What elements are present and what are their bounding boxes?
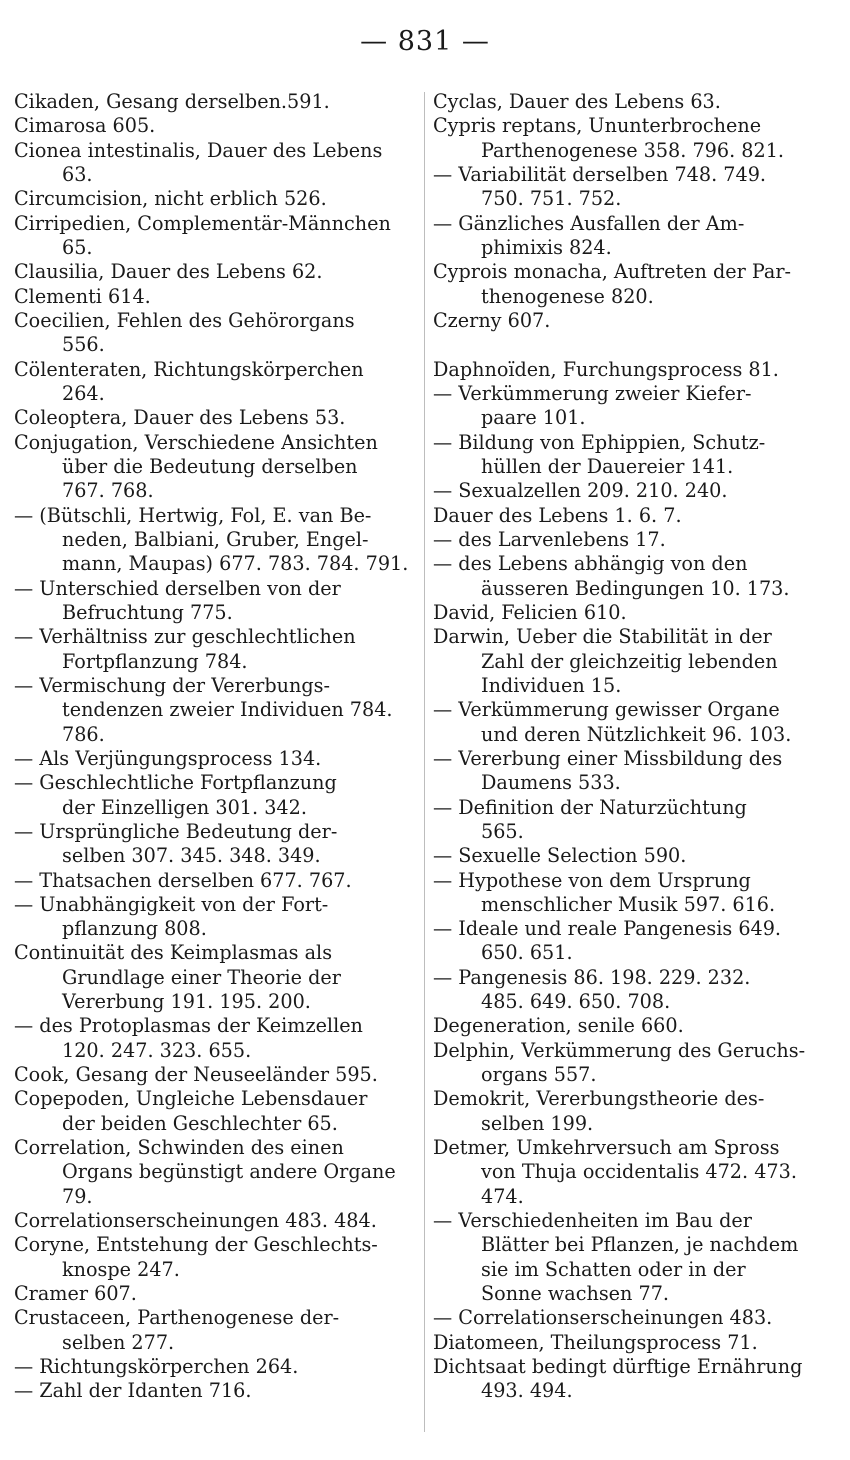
- index-entry-continuation: neden, Balbiani, Gruber, Engel-: [62, 527, 369, 551]
- index-entry-line: Coecilien, Fehlen des Gehörorgans: [14, 308, 355, 332]
- index-entry-line: — Geschlechtliche Fortpflanzung: [14, 771, 337, 795]
- index-entry-continuation: 493. 494.: [481, 1379, 573, 1403]
- index-entry-line: — Sexualzellen 209. 210. 240.: [433, 479, 728, 503]
- index-entry-continuation: Grundlage einer Theorie der: [62, 965, 341, 989]
- index-entry-line: Crustaceen, Parthenogenese der-: [14, 1306, 340, 1330]
- index-entry-line: — Bildung von Ephippien, Schutz-: [433, 430, 766, 454]
- index-entry-line: Demokrit, Vererbungstheorie des-: [433, 1087, 765, 1111]
- index-entry-continuation: Befruchtung 775.: [62, 600, 233, 624]
- index-entry-line: Delphin, Verkümmerung des Geruchs-: [433, 1038, 806, 1062]
- column-divider: [424, 92, 425, 1432]
- index-entry-continuation: 650. 651.: [481, 941, 573, 965]
- index-entry-line: Degeneration, senile 660.: [433, 1014, 684, 1038]
- index-entry-continuation: 786.: [62, 722, 105, 746]
- index-entry-line: Cyprois monacha, Auftreten der Par-: [433, 260, 792, 284]
- index-entry-continuation: hüllen der Dauereier 141.: [481, 454, 734, 478]
- index-entry-continuation: pflanzung 808.: [62, 917, 207, 941]
- index-entry-continuation: knospe 247.: [62, 1257, 180, 1281]
- index-entry-continuation: 474.: [481, 1184, 524, 1208]
- index-entry-line: — Hypothese von dem Ursprung: [433, 868, 751, 892]
- index-entry-line: — Verhältniss zur geschlechtlichen: [14, 625, 356, 649]
- index-entry-line: David, Felicien 610.: [433, 600, 627, 624]
- index-entry-continuation: Sonne wachsen 77.: [481, 1282, 670, 1306]
- index-entry-line: Cook, Gesang der Neuseeländer 595.: [14, 1063, 378, 1087]
- index-entry-line: Czerny 607.: [433, 308, 551, 332]
- index-entry-continuation: Fortpflanzung 784.: [62, 649, 248, 673]
- index-entry-line: — Verkümmerung gewisser Organe: [433, 698, 780, 722]
- index-entry-line: — (Bütschli, Hertwig, Fol, E. van Be-: [14, 503, 372, 527]
- index-column-left: [14, 90, 414, 1404]
- index-entry-continuation: sie im Schatten oder in der: [481, 1257, 746, 1281]
- index-entry-continuation: selben 199.: [481, 1111, 594, 1135]
- index-entry-line: — Unabhängigkeit von der Fort-: [14, 892, 329, 916]
- index-entry-continuation: der Einzelligen 301. 342.: [62, 795, 307, 819]
- index-entry-line: Clementi 614.: [14, 284, 151, 308]
- index-entry-line: Cikaden, Gesang derselben.591.: [14, 90, 330, 113]
- index-entry-line: Cyclas, Dauer des Lebens 63.: [433, 90, 721, 113]
- index-entry-line: — Verschiedenheiten im Bau der: [433, 1209, 752, 1233]
- index-entry-line: Continuität des Keimplasmas als: [14, 941, 333, 965]
- index-entry-continuation: 63.: [62, 162, 93, 186]
- index-entry-continuation: und deren Nützlichkeit 96. 103.: [481, 722, 792, 746]
- index-entry-line: — des Protoplasmas der Keimzellen: [14, 1014, 363, 1038]
- index-entry-continuation: 79.: [62, 1184, 93, 1208]
- index-entry-line: — Gänzliches Ausfallen der Am-: [433, 211, 745, 235]
- index-entry-continuation: 556.: [62, 333, 105, 357]
- index-entry-line: Coryne, Entstehung der Geschlechts-: [14, 1233, 378, 1257]
- index-entry-line: Cirripedien, Complementär-Männchen: [14, 211, 391, 235]
- index-entry-line: Detmer, Umkehrversuch am Spross: [433, 1136, 780, 1160]
- index-entry-continuation: Vererbung 191. 195. 200.: [62, 990, 311, 1014]
- index-entry-line: — Unterschied derselben von der: [14, 576, 341, 600]
- index-entry-line: — Sexuelle Selection 590.: [433, 844, 687, 868]
- index-entry-continuation: der beiden Geschlechter 65.: [62, 1111, 338, 1135]
- index-entry-line: — Thatsachen derselben 677. 767.: [14, 868, 352, 892]
- index-entry-line: Circumcision, nicht erblich 526.: [14, 187, 327, 211]
- index-entry-continuation: 485. 649. 650. 708.: [481, 990, 671, 1014]
- index-entry-line: Cölenteraten, Richtungskörperchen: [14, 357, 364, 381]
- index-entry-line: Correlation, Schwinden des einen: [14, 1136, 344, 1160]
- index-entry-line: Conjugation, Verschiedene Ansichten: [14, 430, 378, 454]
- index-entry-line: — Definition der Naturzüchtung: [433, 795, 747, 819]
- index-entry-continuation: organs 557.: [481, 1063, 597, 1087]
- index-entry-line: — Verkümmerung zweier Kiefer-: [433, 381, 752, 405]
- index-entry-line: Cypris reptans, Ununterbrochene: [433, 114, 762, 138]
- index-entry-continuation: 750. 751. 752.: [481, 187, 622, 211]
- index-column-right: [433, 90, 833, 1404]
- index-entry-line: Dichtsaat bedingt dürftige Ernährung: [433, 1355, 803, 1379]
- index-entry-line: — Vererbung einer Missbildung des: [433, 746, 783, 770]
- index-entry-line: Cionea intestinalis, Dauer des Lebens: [14, 138, 383, 162]
- index-entry-continuation: phimixis 824.: [481, 235, 612, 259]
- index-entry-line: — Ursprüngliche Bedeutung der-: [14, 819, 338, 843]
- index-entry-line: — Ideale und reale Pangenesis 649.: [433, 917, 782, 941]
- index-entry-continuation: Organs begünstigt andere Organe: [62, 1160, 396, 1184]
- index-entry-continuation: paare 101.: [481, 406, 586, 430]
- index-entry-line: — des Lebens abhängig von den: [433, 552, 748, 576]
- index-entry-line: — Zahl der Idanten 716.: [14, 1379, 252, 1403]
- index-entry-line: — Richtungskörperchen 264.: [14, 1355, 299, 1379]
- index-entry-continuation: äusseren Bedingungen 10. 173.: [481, 576, 790, 600]
- index-entry-continuation: tendenzen zweier Individuen 784.: [62, 698, 393, 722]
- index-entry-line: Cimarosa 605.: [14, 114, 156, 138]
- index-entry-line: Copepoden, Ungleiche Lebensdauer: [14, 1087, 368, 1111]
- index-entry-line: — Correlationserscheinungen 483.: [433, 1306, 773, 1330]
- index-entry-line: Darwin, Ueber die Stabilität in der: [433, 625, 772, 649]
- index-entry-continuation: Individuen 15.: [481, 673, 622, 697]
- index-entry-line: — Pangenesis 86. 198. 229. 232.: [433, 965, 751, 989]
- index-entry-line: Diatomeen, Theilungsprocess 71.: [433, 1330, 758, 1354]
- page-number: — 831 —: [360, 26, 490, 57]
- index-entry-continuation: 565.: [481, 819, 524, 843]
- index-entry-continuation: Daumens 533.: [481, 771, 621, 795]
- index-entry-line: Coleoptera, Dauer des Lebens 53.: [14, 406, 346, 430]
- index-entry-line: [433, 333, 833, 357]
- index-entry-line: Cramer 607.: [14, 1282, 137, 1306]
- index-entry-continuation: 767. 768.: [62, 479, 154, 503]
- index-entry-line: Daphnoïden, Furchungsprocess 81.: [433, 357, 779, 381]
- index-entry-continuation: über die Bedeutung derselben: [62, 454, 358, 478]
- index-entry-line: — Vermischung der Vererbungs-: [14, 673, 330, 697]
- index-entry-continuation: 65.: [62, 235, 93, 259]
- index-entry-continuation: Zahl der gleichzeitig lebenden: [481, 649, 778, 673]
- index-entry-line: Correlationserscheinungen 483. 484.: [14, 1209, 377, 1233]
- index-entry-line: — Als Verjüngungsprocess 134.: [14, 746, 322, 770]
- index-entry-continuation: Parthenogenese 358. 796. 821.: [481, 138, 785, 162]
- index-entry-continuation: thenogenese 820.: [481, 284, 654, 308]
- index-entry-continuation: selben 307. 345. 348. 349.: [62, 844, 321, 868]
- index-entry-continuation: Blätter bei Pflanzen, je nachdem: [481, 1233, 799, 1257]
- index-entry-line: Clausilia, Dauer des Lebens 62.: [14, 260, 323, 284]
- index-entry-continuation: 120. 247. 323. 655.: [62, 1038, 252, 1062]
- index-entry-continuation: 264.: [62, 381, 105, 405]
- index-entry-continuation: von Thuja occidentalis 472. 473.: [481, 1160, 797, 1184]
- index-entry-continuation: mann, Maupas) 677. 783. 784. 791.: [62, 552, 409, 576]
- index-entry-line: — Variabilität derselben 748. 749.: [433, 162, 767, 186]
- index-entry-continuation: menschlicher Musik 597. 616.: [481, 892, 776, 916]
- index-entry-line: — des Larvenlebens 17.: [433, 527, 666, 551]
- index-entry-continuation: selben 277.: [62, 1330, 175, 1354]
- index-entry-line: Dauer des Lebens 1. 6. 7.: [433, 503, 682, 527]
